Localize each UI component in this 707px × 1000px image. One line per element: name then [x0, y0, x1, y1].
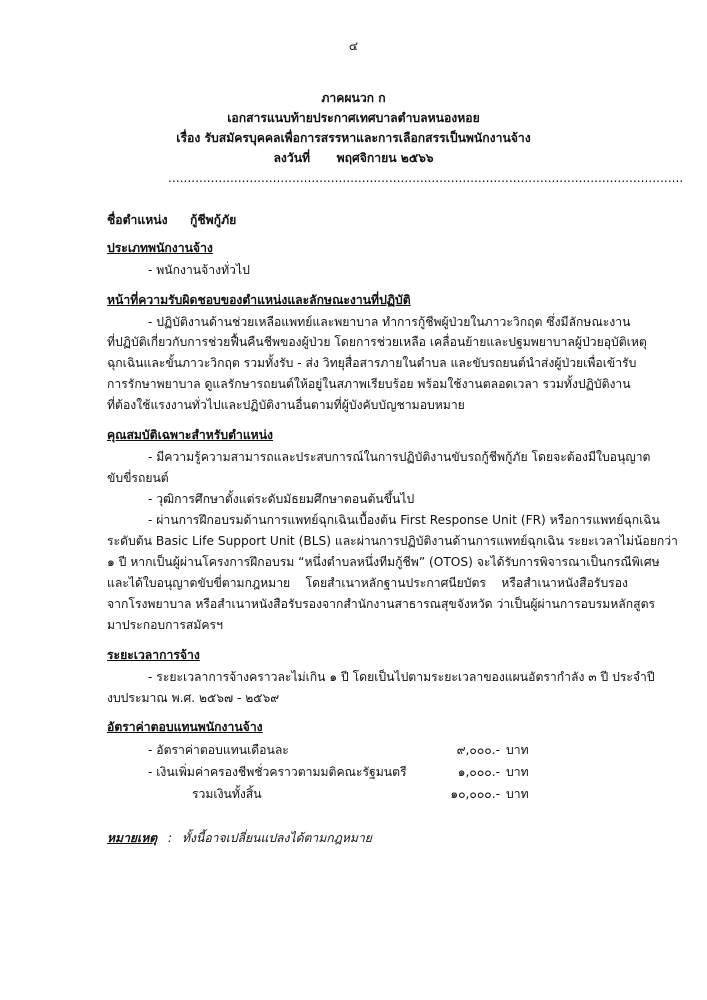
compensation-row-unit: บาท: [506, 743, 529, 757]
qualification-line: มาประกอบการสมัครฯ: [107, 618, 223, 632]
page-number: ๔: [348, 39, 359, 53]
qualification-line: ๑ ปี หากเป็นผู้ผ่านโครงการฝึกอบรม “หนึ่งตำบลหนึ่งทีมกู้ชีพ” (OTOS) จะได้รับการพิจารณาเป็นกรณีพิเศษ: [107, 555, 660, 569]
note-text: ทั้งนี้อาจเปลี่ยนแปลงได้ตามกฎหมาย: [182, 831, 372, 845]
compensation-row-label: - อัตราค่าตอบแทนเดือนละ: [148, 743, 289, 757]
employee-type-heading: ประเภทพนักงานจ้าง: [107, 241, 213, 255]
employment-period-line: งบประมาณ พ.ศ. ๒๕๖๗ - ๒๕๖๙: [107, 691, 280, 705]
compensation-row-label: - เงินเพิ่มค่าครองชีพชั่วคราวตามมติคณะรัฐมนตรี: [148, 765, 407, 779]
date-line: [0, 150, 707, 167]
compensation-row-amount: ๙,๐๐๐.-: [456, 743, 500, 757]
appendix-title: ภาคผนวก ก: [321, 91, 386, 105]
qualification-line: - วุฒิการศึกษาตั้งแต่ระดับมัธยมศึกษาตอนต้นขึ้นไป: [148, 492, 415, 506]
duties-heading: หน้าที่ความรับผิดชอบของตำแหน่งและลักษณะงานที่ปฏิบัติ: [107, 293, 411, 307]
attachment-title: เอกสารแนบท้ายประกาศเทศบาลตำบลหนองหอย: [227, 111, 480, 125]
employment-period-line: - ระยะเวลาการจ้างคราวละไม่เกิน ๑ ปี โดยเป็นไปตามระยะเวลาของแผนอัตรากำลัง ๓ ปี ประจำปี: [148, 670, 655, 684]
dotted-separator: .....................................................................................................................................: [168, 171, 684, 185]
note-separator: :: [168, 831, 173, 845]
duties-line: การรักษาพยาบาล ดูแลรักษารถยนต์ให้อยู่ในสภาพเรียบร้อย พร้อมใช้งานตลอดเวลา รวมทั้งปฏิบัติงาน: [107, 377, 631, 391]
position-label: ชื่อตำแหน่ง: [107, 213, 168, 227]
employee-type-item: - พนักงานจ้างทั่วไป: [148, 263, 250, 277]
position-value: กู้ชีพกู้ภัย: [190, 213, 237, 227]
employment-period-heading: ระยะเวลาการจ้าง: [107, 648, 200, 662]
date-value: พฤศจิกายน ๒๕๖๖: [336, 151, 434, 165]
compensation-total-amount: ๑๐,๐๐๐.-: [450, 787, 500, 801]
qualification-line: ขับขี่รถยนต์: [107, 471, 169, 485]
duties-line: ฉุกเฉินและขั้นภาวะวิกฤต รวมทั้งรับ - ส่ง วิทยุสื่อสารภายในตำบล และขับรถยนต์นำส่งผู้ป่วยเพื่อเข้ารับ: [107, 356, 637, 370]
compensation-row-unit: บาท: [506, 765, 529, 779]
compensation-heading: อัตราค่าตอบแทนพนักงานจ้าง: [107, 720, 263, 734]
compensation-total-label: รวมเงินทั้งสิ้น: [192, 787, 262, 801]
note-label: หมายเหตุ: [107, 831, 158, 845]
duties-line: ที่ต้องใช้แรงงานทั่วไปและปฏิบัติงานอื่นตามที่ผู้บังคับบัญชามอบหมาย: [107, 398, 465, 412]
duties-line: ที่ปฏิบัติเกี่ยวกับการช่วยฟื้นคืนชีพของผู้ป่วย โดยการช่วยเหลือ เคลื่อนย้ายและปฐมพยาบาลผู้ป่วยอุบัติเหตุ: [107, 335, 647, 349]
date-label: ลงวันที่: [273, 151, 311, 165]
compensation-row-amount: ๑,๐๐๐.-: [457, 765, 500, 779]
duties-line: - ปฏิบัติงานด้านช่วยเหลือแพทย์และพยาบาล ทำการกู้ชีพผู้ป่วยในภาวะวิกฤต ซึ่งมีลักษณะงาน: [148, 315, 631, 329]
qualification-line: - มีความรู้ความสามารถและประสบการณ์ในการปฏิบัติงานขับรถกู้ชีพกู้ภัย โดยจะต้องมีใบอนุญาต: [148, 450, 651, 464]
qualification-line: จากโรงพยาบาล หรือสำเนาหนังสือรับรองจากสำนักงานสาธารณสุขจังหวัด ว่าเป็นผู้ผ่านการอบรมหลักสูตร: [107, 597, 656, 611]
qualification-line: ระดับต้น Basic Life Support Unit (BLS) และผ่านการปฏิบัติงานด้านการแพทย์ฉุกเฉิน ระยะเวลาไม่น้อยกว่า: [107, 534, 678, 548]
subject-line: เรื่อง รับสมัครบุคคลเพื่อการสรรหาและการเลือกสรรเป็นพนักงานจ้าง: [176, 131, 531, 145]
qualifications-heading: คุณสมบัติเฉพาะสำหรับตำแหน่ง: [107, 428, 274, 442]
qualification-line: และได้ใบอนุญาตขับขี่ตามกฎหมาย โดยสำเนาหลักฐานประกาศนียบัตร หรือสำเนาหนังสือรับรอง: [107, 576, 628, 590]
qualification-line: - ผ่านการฝึกอบรมด้านการแพทย์ฉุกเฉินเบื้องต้น First Response Unit (FR) หรือการแพทย์ฉุกเฉิน: [148, 513, 660, 527]
compensation-total-unit: บาท: [506, 787, 529, 801]
